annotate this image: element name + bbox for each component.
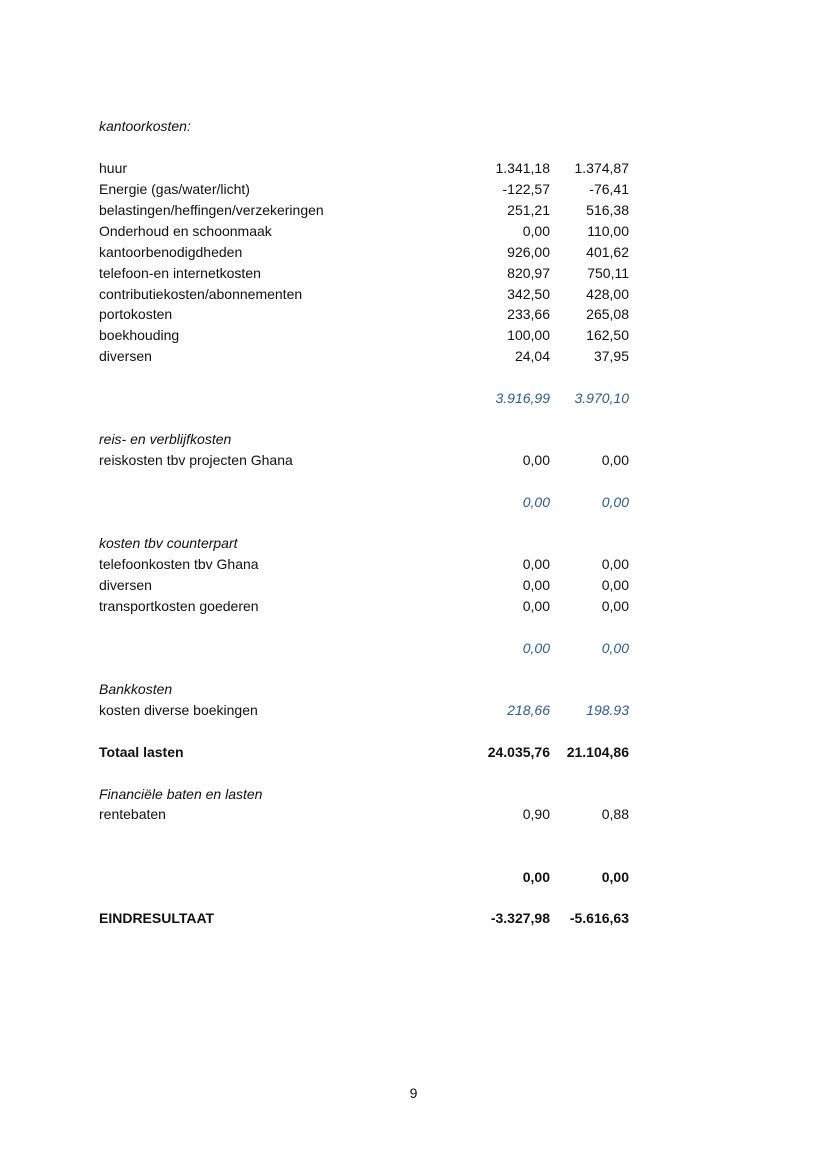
line-item-value-current: 218,66	[507, 702, 550, 718]
line-item-label: diversen	[99, 577, 152, 593]
total-row-lasten	[99, 742, 629, 762]
line-item-row	[99, 554, 629, 574]
total-value-current: 0,00	[522, 869, 550, 885]
section-heading-label: kosten tbv counterpart	[99, 535, 238, 551]
line-item-label: belastingen/heffingen/verzekeringen	[99, 202, 324, 218]
line-item-value-previous: 0,00	[601, 577, 629, 593]
section-heading-label: Financiële baten en lasten	[99, 786, 263, 802]
line-item-value-current: 0,00	[522, 452, 550, 468]
total-value-previous: 0,00	[601, 869, 629, 885]
line-item-value-previous: -76,41	[589, 181, 629, 197]
section-heading-financieel	[99, 784, 629, 804]
line-item-value-previous: 401,62	[586, 244, 629, 260]
line-item-row	[99, 242, 629, 262]
line-item-value-current: -122,57	[502, 181, 550, 197]
line-item-value-current: 342,50	[507, 286, 550, 302]
section-heading-kantoorkosten	[99, 116, 629, 136]
line-item-label: portokosten	[99, 306, 173, 322]
line-item-row	[99, 325, 629, 345]
line-item-value-current: 0,00	[522, 577, 550, 593]
subtotal-value-current: 0,00	[522, 640, 550, 656]
line-item-value-previous: 0,88	[601, 806, 629, 822]
line-item-value-previous: 162,50	[586, 327, 629, 343]
line-item-value-current: 24,04	[514, 348, 550, 364]
line-item-row	[99, 200, 629, 220]
total-row-eindresultaat	[99, 908, 629, 928]
line-item-row	[99, 450, 629, 470]
total-value-current: -3.327,98	[490, 910, 550, 926]
total-value-previous: 21.104,86	[566, 744, 629, 760]
line-item-label: rentebaten	[99, 806, 166, 822]
line-item-label: kantoorbenodigdheden	[99, 244, 243, 260]
section-heading-bankkosten	[99, 679, 629, 699]
subtotal-row-counterpart	[99, 638, 629, 658]
line-item-value-previous: 428,00	[586, 286, 629, 302]
line-item-value-previous: 750,11	[587, 265, 629, 281]
line-item-row	[99, 804, 629, 824]
line-item-value-previous: 0,00	[601, 556, 629, 572]
line-item-label: huur	[99, 160, 128, 176]
total-row-financieel	[99, 867, 629, 887]
line-item-value-current: 820,97	[507, 265, 550, 281]
line-item-value-current: 0,90	[522, 806, 550, 822]
subtotal-row-reiskosten	[99, 492, 629, 512]
line-item-row	[99, 284, 629, 304]
line-item-value-current: 1.341,18	[495, 160, 550, 176]
line-item-value-current: 0,00	[522, 598, 550, 614]
line-item-value-previous: 198.93	[586, 702, 629, 718]
line-item-value-current: 926,00	[507, 244, 550, 260]
total-value-previous: -5.616,63	[569, 910, 629, 926]
subtotal-value-previous: 0,00	[601, 494, 629, 510]
line-item-label: Onderhoud en schoonmaak	[99, 223, 272, 239]
line-item-label: reiskosten tbv projecten Ghana	[99, 452, 293, 468]
line-item-value-previous: 516,38	[586, 202, 629, 218]
line-item-row	[99, 158, 629, 178]
subtotal-value-previous: 0,00	[601, 640, 629, 656]
subtotal-value-current: 3.916,99	[495, 390, 550, 406]
line-item-label: transportkosten goederen	[99, 598, 259, 614]
line-item-label: boekhouding	[99, 327, 180, 343]
line-item-row	[99, 304, 629, 324]
subtotal-value-current: 0,00	[522, 494, 550, 510]
line-item-value-previous: 0,00	[601, 452, 629, 468]
line-item-row	[99, 179, 629, 199]
section-heading-label: Bankkosten	[99, 681, 173, 697]
section-heading-label: reis- en verblijfkosten	[99, 431, 232, 447]
line-item-label: diversen	[99, 348, 152, 364]
line-item-value-previous: 37,95	[593, 348, 629, 364]
line-item-row	[99, 221, 629, 241]
total-label: Totaal lasten	[99, 744, 184, 760]
line-item-value-current: 251,21	[507, 202, 550, 218]
page-number: 9	[409, 1085, 418, 1101]
line-item-row	[99, 700, 629, 720]
line-item-label: contributiekosten/abonnementen	[99, 286, 303, 302]
line-item-label: telefoonkosten tbv Ghana	[99, 556, 259, 572]
line-item-value-current: 0,00	[522, 556, 550, 572]
section-heading-reiskosten	[99, 429, 629, 449]
line-item-label: telefoon-en internetkosten	[99, 265, 261, 281]
line-item-value-previous: 1.374,87	[574, 160, 629, 176]
line-item-row	[99, 596, 629, 616]
line-item-label: Energie (gas/water/licht)	[99, 181, 250, 197]
line-item-row	[99, 575, 629, 595]
line-item-value-current: 0,00	[522, 223, 550, 239]
line-item-value-previous: 265,08	[586, 306, 629, 322]
section-heading-label: kantoorkosten:	[99, 118, 191, 134]
total-label: EINDRESULTAAT	[99, 910, 215, 926]
total-value-current: 24.035,76	[487, 744, 550, 760]
line-item-value-previous: 110,00	[587, 223, 629, 239]
subtotal-row-kantoorkosten	[99, 388, 629, 408]
subtotal-value-previous: 3.970,10	[574, 390, 629, 406]
line-item-row	[99, 346, 629, 366]
section-heading-counterpart	[99, 533, 629, 553]
line-item-value-current: 100,00	[507, 327, 550, 343]
line-item-value-previous: 0,00	[601, 598, 629, 614]
line-item-row	[99, 263, 629, 283]
line-item-label: kosten diverse boekingen	[99, 702, 258, 718]
line-item-value-current: 233,66	[507, 306, 550, 322]
